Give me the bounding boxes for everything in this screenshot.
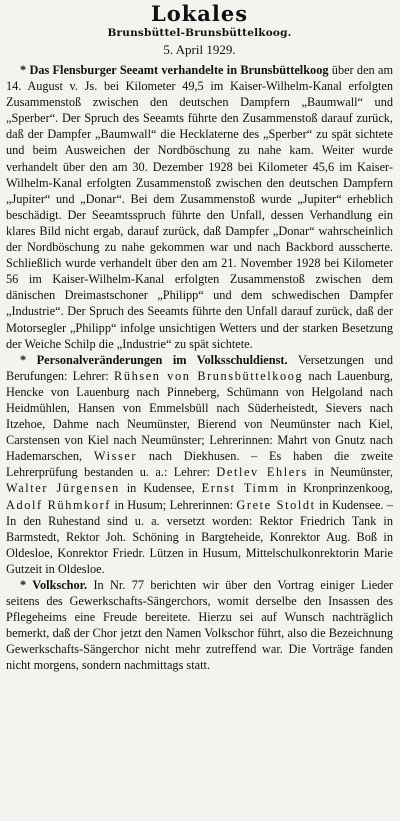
article-name-spaced: Walter Jürgensen [6, 481, 120, 496]
article-name-spaced: Ernst Timm [201, 481, 280, 496]
article-body-part: in Kronprinzenkoog, [279, 481, 393, 496]
article-body-part: in Kudensee, [119, 481, 202, 496]
article-body: In Nr. 77 berichten wir über den Vortrag einiger Lieder seitens des Gewerkschafts-Sängerchors, womit derselbe den Insassen des Pflegeheims eine Freude bereitete. Hierzu sei auf Wunsch nachträglich bemerkt, daß der Chor jetzt den Namen Volkschor führt, also die Bezeichnung Gewerkschafts-Sängerchor nicht mehr zutreffend war. Die Vorträge fanden nicht morgens, sondern nachmittags statt. [6, 578, 393, 673]
article-lead: * Personalveränderungen im Volksschuldienst. [20, 352, 288, 367]
article-name-spaced: Wisser [93, 449, 138, 464]
article-volkschor [6, 577, 393, 674]
article-name-spaced: Adolf Rühmkorf [6, 497, 111, 512]
article-name-spaced: Detlev Ehlers [216, 465, 308, 480]
article-personalveraenderungen [6, 352, 393, 577]
article-lead: * Volkschor. [20, 578, 88, 592]
dateline: 5. April 1929. [163, 42, 236, 57]
article-body: über den am 14. August v. Js. bei Kilometer 49,5 im Kaiser-Wilhelm-Kanal erfolgten Zusammenstoß zwischen den deutschen Dampfern „Baumwall“ und „Sperber“. Der Spruch des Seeamts führte den Zusammenstoß darauf zurück, daß der Dampfer „Baumwall“ die Hecklaterne des „Sperber“ zu spät sichtete und beim Ausweichen der Nordböschung zu nahe kam. Weiter wurde verhandelt über den am 30. Dezember 1928 bei Kilometer 45,6 im Kaiser-Wilhelm-Kanal erfolgten Zusammenstoß zwischen den deutschen Dampfern „Jupiter“ und „Donar“. Bei dem Zusammenstoß wurde „Jupiter“ erheblich beschädigt. Der Seeamtsspruch führte den Unfall, dessen Verhandlung ein klares Bild nicht ergab, darauf zurück, daß Dampfer „Donar“ wahrscheinlich der Nordböschung zu nahe gekommen war und nach Backbord ausscherte. Schließlich wurde verhandelt über den am 21. November 1928 bei Kilometer 56 im Kaiser-Wilhelm-Kanal erfolgten Zusammenstoß zwischen dem dänischen Dreimastschoner „Philipp“ und dem schwedischen Dampfer „Industrie“. Der Spruch des Seeamts führte den Unfall darauf zurück, daß der Motorsegler „Philipp“ infolge unsichtigen Wetters und der starken Besetzung der Weiche Schilp die „Industrie“ zu spät sichtete. [6, 63, 394, 351]
article-body-part: in Husum; Lehrerinnen: [111, 497, 237, 512]
article-name-spaced: Rühsen von Brunsbüttelkoog [114, 368, 304, 383]
article-name-spaced: Grete Stoldt [236, 497, 316, 512]
article-body-part: nach Lauenburg, Hencke von Lauenburg nach Pinneberg, Schümann von Helgoland nach Heidmühlen, Hansen von Emmelsbüll nach Süderheistedt, Sievers nach Itzehoe, Dahme nach Neumünster, Bierend von Neumünster nach Kiel, Carstensen von Kiel nach Neumünster; Lehrerinnen: Mahrt von Gnutz nach Hademarschen, [6, 368, 393, 464]
location-subheading: Brunsbüttel-Brunsbüttelkoog. [107, 27, 292, 39]
article-body-part: Versetzungen und Berufungen: Lehrer: [6, 352, 393, 383]
article-lead: * Das Flensburger Seeamt verhandelte in Brunsbüttelkoog [20, 63, 329, 77]
section-headline: Lokales [150, 1, 249, 26]
article-body-part: in Neumünster, [307, 465, 393, 480]
article-seeamt [6, 62, 393, 352]
article-body-part: in Kudensee. – In den Ruhestand sind u. a. versetzt worden: Rektor Friedrich Tank in Barmstedt, Rektor Joh. Schöning in Bargteheide, Konrektor Aug. Boß in Oldesloe, Konrektor Friedr. Lützen in Husum, Mittelschulkonrektorin Marie Gutzeit in Oldesloe. [6, 497, 394, 576]
article-body-part: nach Diekhusen. – Es haben die zweite Lehrerprüfung bestanden u. a.: Lehrer: [6, 449, 393, 480]
